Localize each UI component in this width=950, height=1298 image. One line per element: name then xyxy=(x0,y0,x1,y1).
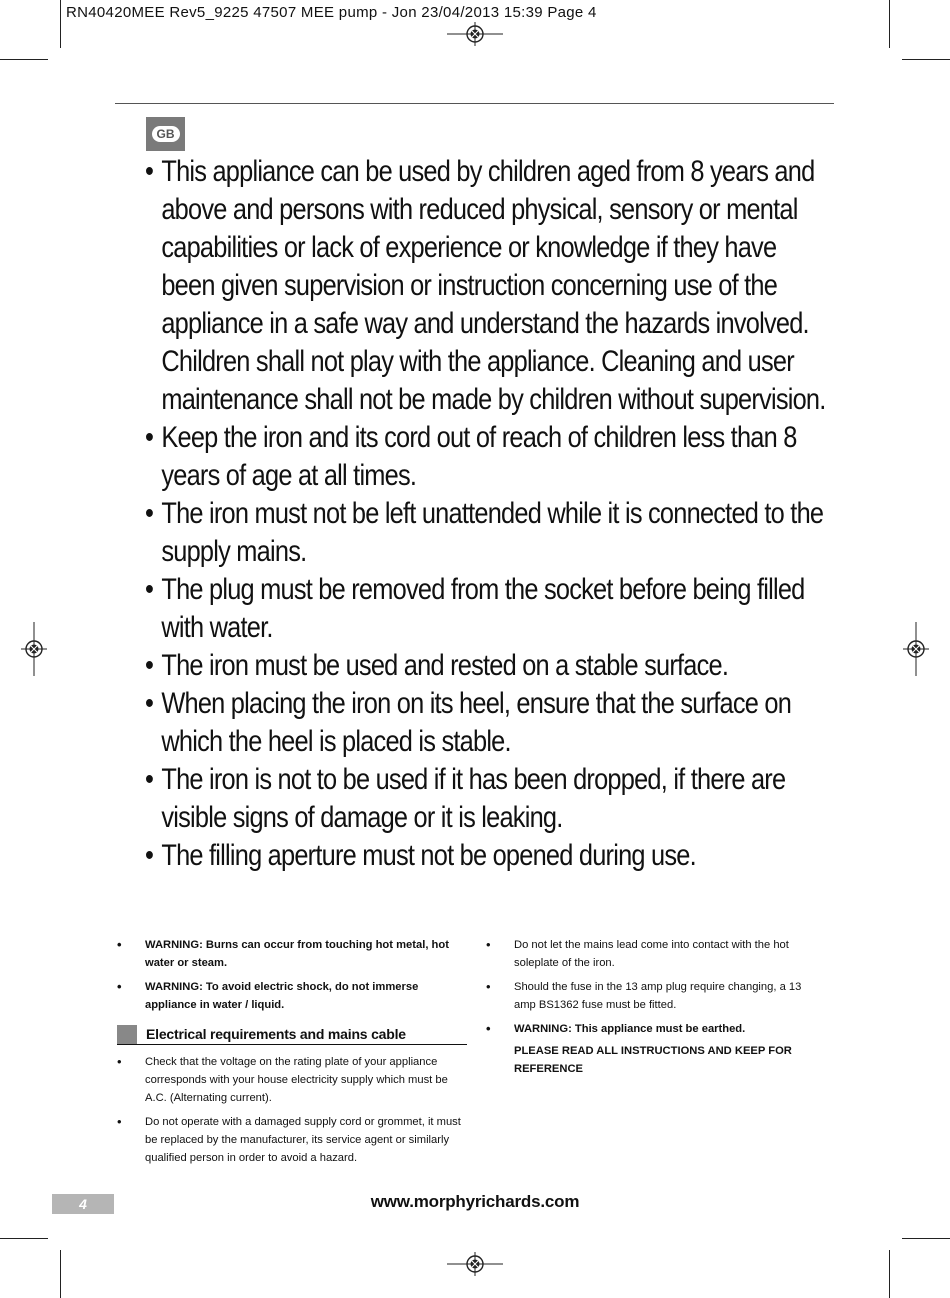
section-title: Electrical requirements and mains cable xyxy=(146,1026,406,1042)
crop-mark-bottom-left-v xyxy=(60,1250,61,1298)
right-column xyxy=(486,936,821,1084)
language-badge-label: GB xyxy=(152,126,180,142)
crop-mark-top-right-h xyxy=(902,59,950,60)
website-url: www.morphyrichards.com xyxy=(370,1192,580,1211)
language-badge xyxy=(146,117,185,151)
reference-note: PLEASE READ ALL INSTRUCTIONS AND KEEP FOR REFERENCE xyxy=(514,1045,792,1075)
crop-mark-top-left-h xyxy=(0,59,48,60)
safety-bullet-list xyxy=(145,153,833,875)
crop-mark-top-left-v xyxy=(60,0,61,48)
crop-mark-top-right-v xyxy=(889,0,890,48)
warning-item: • WARNING: Burns can occur from touching hot metal, hot water or steam. xyxy=(117,937,449,969)
warning-item: • WARNING: To avoid electric shock, do not immerse appliance in water / liquid. xyxy=(117,979,419,1011)
crop-mark-bottom-right-h xyxy=(902,1238,950,1239)
left-column xyxy=(117,936,467,1173)
section-marker xyxy=(117,1025,137,1044)
list-item: • The iron must be used and rested on a stable surface. xyxy=(145,649,729,682)
registration-mark-top-icon xyxy=(447,22,503,46)
print-header: RN40420MEE Rev5_9225 47507 MEE pump - Jon 23/04/2013 15:39 Page 4 xyxy=(66,4,597,21)
list-item: • Keep the iron and its cord out of reach of children less than 8 years of age at all times. xyxy=(145,421,797,492)
list-item: • Check that the voltage on the rating plate of your appliance corresponds with your house electricity supply which must be A.C. (Alternating current). xyxy=(117,1054,448,1104)
list-item: • Should the fuse in the 13 amp plug require changing, a 13 amp BS1362 fuse must be fitted. xyxy=(486,979,802,1011)
list-item: • The plug must be removed from the socket before being filled with water. xyxy=(145,573,805,644)
list-item: • Do not operate with a damaged supply cord or grommet, it must be replaced by the manufacturer, its service agent or similarly qualified person in order to avoid a hazard. xyxy=(117,1114,461,1164)
list-item: • The filling aperture must not be opened during use. xyxy=(145,839,696,872)
section-heading xyxy=(117,1024,467,1045)
list-item: • When placing the iron on its heel, ensure that the surface on which the heel is placed is stable. xyxy=(145,687,792,758)
crop-mark-bottom-left-h xyxy=(0,1238,48,1239)
registration-mark-left-icon xyxy=(21,622,47,676)
crop-mark-bottom-right-v xyxy=(889,1250,890,1298)
list-item: • This appliance can be used by children aged from 8 years and above and persons with reduced physical, sensory or mental capabilities or lack of experience or knowledge if they have been given supervision or instruction concerning use of the appliance in a safe way and understand the hazards involved. Children shall not play with the appliance. Cleaning and user maintenance shall not be made by children without supervision. xyxy=(145,155,826,416)
list-item: • Do not let the mains lead come into contact with the hot soleplate of the iron. xyxy=(486,937,789,969)
top-divider xyxy=(115,103,834,104)
list-item: • The iron must not be left unattended while it is connected to the supply mains. xyxy=(145,497,824,568)
list-item: • The iron is not to be used if it has been dropped, if there are visible signs of damage or it is leaking. xyxy=(145,763,786,834)
registration-mark-right-icon xyxy=(903,622,929,676)
registration-mark-bottom-icon xyxy=(447,1252,503,1276)
warning-item: • WARNING: This appliance must be earthed. xyxy=(486,1021,746,1036)
page-number: 4 xyxy=(52,1194,114,1214)
